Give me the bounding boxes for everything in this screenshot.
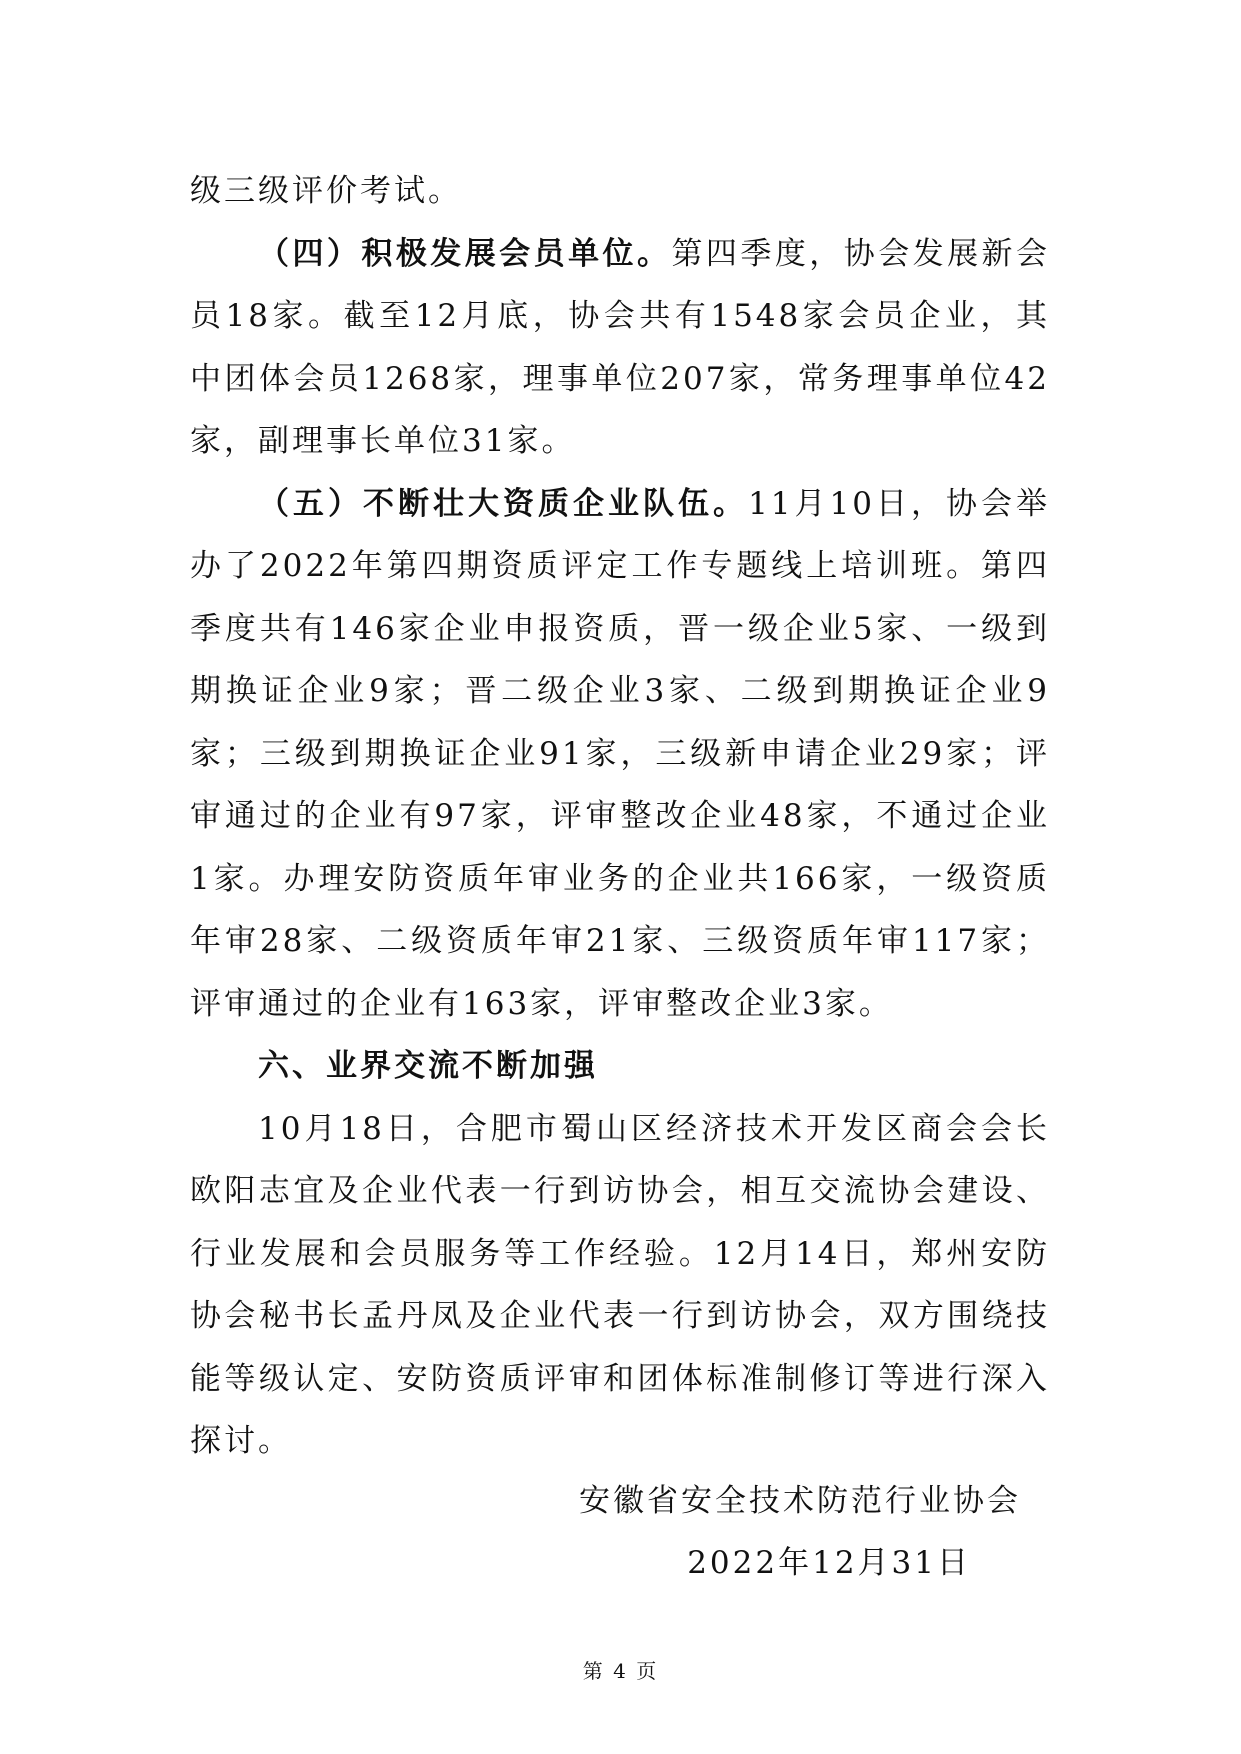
paragraph-qualification <box>190 473 1050 1036</box>
paragraph-member-units <box>190 223 1050 473</box>
signature-block <box>579 1470 1021 1594</box>
document-body <box>190 160 1050 1473</box>
paragraph-text: 第四季度，协会发展新会员18家。截至12月底，协会共有1548家会员企业，其中团体会员1268家，理事单位207家，常务理事单位42家，副理事长单位31家。 <box>190 235 1051 459</box>
section-heading: 六、业界交流不断加强 <box>258 1048 598 1084</box>
paragraph-exchange: 10月18日，合肥市蜀山区经济技术开发区商会会长欧阳志宜及企业代表一行到访协会，相互交流协会建设、行业发展和会员服务等工作经验。12月14日，郑州安防协会秘书长孟丹凤及企业代表一行到访协会，双方围绕技能等级认定、安防资质评审和团体标准制修订等进行深入探讨。 <box>190 1110 1050 1459</box>
paragraph-heading: （五）不断壮大资质企业队伍。 <box>258 485 749 522</box>
page-number: 第 4 页 <box>582 1659 659 1683</box>
signature-date: 2022年12月31日 <box>687 1545 971 1581</box>
paragraph-text: 11月10日，协会举办了2022年第四期资质评定工作专题线上培训班。第四季度共有146家企业申报资质，晋一级企业5家、一级到期换证企业9家；晋二级企业3家、二级到期换证企业9家；三级到期换证企业91家，三级新申请企业29家；评审通过的企业有97家，评审整改企业48家，不通过企业1家。办理安防资质年审业务的企业共166家，一级资质年审28家、二级资质年审21家、三级资质年审117家；评审通过的企业有163家，评审整改企业3家。 <box>190 485 1050 1022</box>
continuation-line: 级三级评价考试。 <box>190 173 462 209</box>
paragraph-heading: （四）积极发展会员单位。 <box>258 235 672 272</box>
signature-organization: 安徽省安全技术防范行业协会 <box>579 1483 1021 1519</box>
